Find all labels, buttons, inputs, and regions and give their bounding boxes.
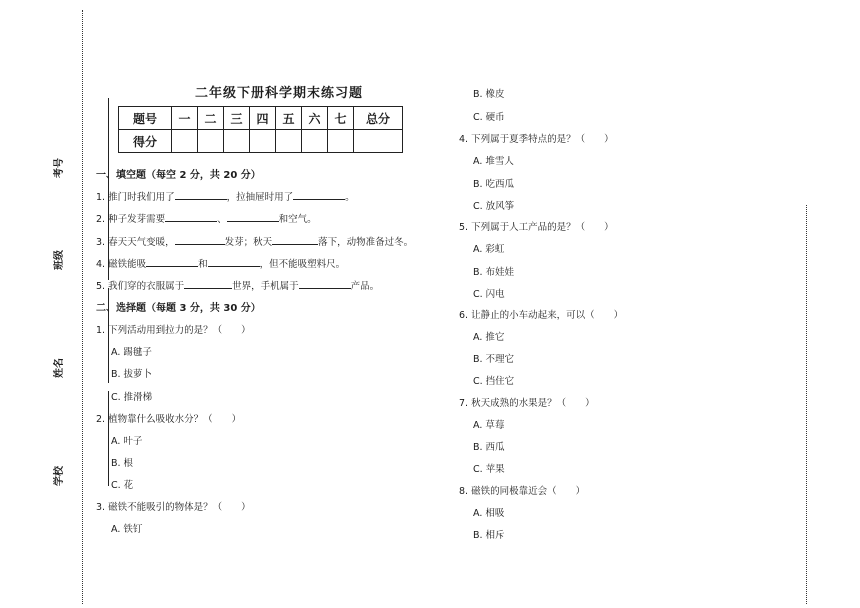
score-cell-header: 四	[250, 107, 276, 130]
fill-question-2	[96, 211, 317, 225]
choice-option[interactable]: B. 吃西瓜	[473, 179, 515, 190]
fill-question-3	[96, 234, 413, 248]
answer-blank[interactable]	[299, 278, 351, 289]
choice-option[interactable]: A. 踢毽子	[111, 347, 152, 358]
question-text: ，拉抽屉时用了	[226, 192, 294, 203]
question-text: 和空气。	[278, 214, 317, 225]
choice-option[interactable]: B. 根	[111, 458, 134, 469]
answer-blank[interactable]	[175, 189, 227, 200]
choice-question-1-stem: 1. 下列活动用到拉力的是？（ ）	[96, 325, 251, 336]
side-line-xuexiao	[108, 391, 109, 486]
choice-option[interactable]: C. 放风筝	[473, 201, 515, 212]
answer-blank[interactable]	[146, 256, 198, 267]
section-heading-fill-blank: 一、填空题（每空 2 分，共 20 分）	[96, 170, 261, 181]
choice-option[interactable]: C. 推滑梯	[111, 392, 153, 403]
fill-question-4	[96, 256, 345, 270]
choice-option[interactable]: A. 相吸	[473, 508, 505, 519]
score-input-cell[interactable]	[328, 130, 354, 153]
question-text: 产品。	[350, 281, 380, 292]
choice-option[interactable]: C. 硬币	[473, 112, 505, 123]
fill-question-1	[96, 189, 355, 203]
question-text: 落下，动物准备过冬。	[318, 237, 414, 248]
choice-option[interactable]: B. 布娃娃	[473, 267, 515, 278]
score-input-cell[interactable]	[302, 130, 328, 153]
choice-option[interactable]: A. 推它	[473, 332, 505, 343]
score-cell-header: 七	[328, 107, 354, 130]
score-cell-header: 三	[224, 107, 250, 130]
score-cell-header: 二	[198, 107, 224, 130]
section-heading-multiple-choice: 二、选择题（每题 3 分，共 30 分）	[96, 303, 261, 314]
question-text: 、	[217, 214, 227, 225]
score-cell-header: 一	[172, 107, 198, 130]
score-cell-header: 六	[302, 107, 328, 130]
question-text: 5. 我们穿的衣服属于	[96, 281, 185, 292]
answer-blank[interactable]	[208, 256, 260, 267]
choice-option[interactable]: A. 草莓	[473, 420, 505, 431]
question-text: ，但不能吸塑料尺。	[259, 259, 346, 270]
fold-dotted-line	[806, 205, 807, 604]
choice-option[interactable]: B. 不理它	[473, 354, 515, 365]
choice-option[interactable]: A. 铁钉	[111, 524, 143, 535]
choice-question-2-stem: 2. 植物靠什么吸收水分？（ ）	[96, 414, 242, 425]
score-input-cell[interactable]	[172, 130, 198, 153]
fill-question-5	[96, 278, 379, 292]
score-cell-header: 总分	[354, 107, 403, 130]
answer-blank[interactable]	[165, 211, 217, 222]
choice-question-8-stem: 8. 磁铁的同极靠近会（ ）	[459, 486, 586, 497]
choice-option[interactable]: C. 苹果	[473, 464, 505, 475]
side-label-kaohao: 考号	[54, 158, 65, 178]
question-text: 和	[198, 259, 208, 270]
choice-question-6-stem: 6. 让静止的小车动起来，可以（ ）	[459, 310, 624, 321]
side-label-banji: 班级	[54, 250, 65, 270]
score-input-cell[interactable]	[224, 130, 250, 153]
choice-option[interactable]: B. 橡皮	[473, 89, 505, 100]
choice-question-5-stem: 5. 下列属于人工产品的是？（ ）	[459, 222, 614, 233]
score-input-cell[interactable]	[198, 130, 224, 153]
question-text: 发芽；秋天	[224, 237, 273, 248]
exam-title: 二年级下册科学期末练习题	[195, 86, 364, 101]
binding-dotted-line	[82, 10, 83, 604]
choice-question-3-stem: 3. 磁铁不能吸引的物体是？（ ）	[96, 502, 251, 513]
question-text: 。	[345, 192, 355, 203]
answer-blank[interactable]	[175, 234, 225, 245]
answer-blank[interactable]	[272, 234, 318, 245]
score-table	[118, 106, 403, 153]
score-input-cell[interactable]	[354, 130, 403, 153]
score-table-score-row	[119, 130, 403, 153]
score-row-label: 得分	[119, 130, 172, 153]
choice-question-7-stem: 7. 秋天成熟的水果是？（ ）	[459, 398, 595, 409]
choice-option[interactable]: C. 花	[111, 480, 134, 491]
choice-option[interactable]: A. 叶子	[111, 436, 143, 447]
score-input-cell[interactable]	[250, 130, 276, 153]
choice-option[interactable]: C. 闪电	[473, 289, 505, 300]
answer-blank[interactable]	[184, 278, 232, 289]
choice-question-4-stem: 4. 下列属于夏季特点的是？（ ）	[459, 134, 614, 145]
choice-option[interactable]: B. 相斥	[473, 530, 505, 541]
choice-option[interactable]: A. 彩虹	[473, 244, 505, 255]
question-text: 4. 磁铁能吸	[96, 259, 147, 270]
choice-option[interactable]: B. 拔萝卜	[111, 369, 153, 380]
score-table-header-row	[119, 107, 403, 130]
score-cell-header: 题号	[119, 107, 172, 130]
answer-blank[interactable]	[293, 189, 345, 200]
choice-option[interactable]: C. 挡住它	[473, 376, 515, 387]
question-text: 3. 春天天气变暖，	[96, 237, 175, 248]
side-field-xuexiao	[40, 466, 80, 606]
question-text: 1. 推门时我们用了	[96, 192, 175, 203]
answer-blank[interactable]	[227, 211, 279, 222]
choice-option[interactable]: B. 西瓜	[473, 442, 505, 453]
score-cell-header: 五	[276, 107, 302, 130]
choice-option[interactable]: A. 堆雪人	[473, 156, 514, 167]
side-label-xuexiao: 学校	[54, 466, 65, 486]
side-label-xingming: 姓名	[54, 358, 65, 378]
score-input-cell[interactable]	[276, 130, 302, 153]
question-text: 2. 种子发芽需要	[96, 214, 166, 225]
question-text: 世界，手机属于	[232, 281, 299, 292]
